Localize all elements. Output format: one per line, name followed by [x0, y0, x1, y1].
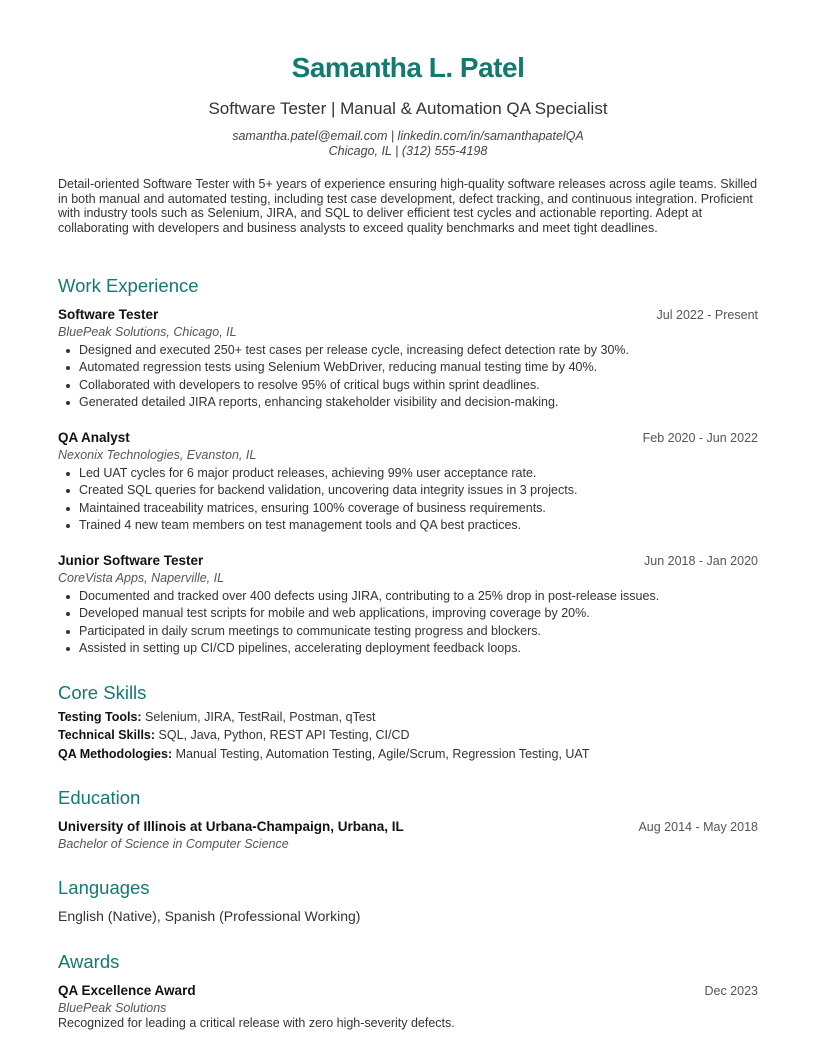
skill-value: SQL, Java, Python, REST API Testing, CI/CD: [155, 728, 410, 742]
job-company: CoreVista Apps, Naperville, IL: [58, 571, 225, 585]
skill-label: QA Methodologies:: [58, 747, 173, 761]
list-item: Maintained traceability matrices, ensuring 100% coverage of business requirements.: [79, 500, 759, 517]
job-title: Junior Software Tester: [58, 553, 204, 568]
contact-email-linkedin: samantha.patel@email.com | linkedin.com/in/samanthapatelQA: [232, 129, 584, 143]
list-item: Documented and tracked over 400 defects using JIRA, contributing to a 25% drop in post-release issues.: [79, 588, 759, 605]
award-organization: BluePeak Solutions: [58, 1001, 167, 1015]
skill-row: [58, 728, 410, 742]
section-title-education: Education: [58, 787, 141, 808]
job-dates: Jul 2022 - Present: [656, 308, 758, 322]
list-item: Created SQL queries for backend validation, uncovering data integrity issues in 3 projects.: [79, 482, 759, 499]
professional-summary: Detail-oriented Software Tester with 5+ years of experience ensuring high-quality software releases across agile teams. Skilled in both manual and automated testing, including test case development, defect tracking, and continuous integration. Proficient with industry tools such as Selenium, JIRA, and SQL to deliver efficient test cycles and actionable reporting. Adept at collaborating with developers and business analysts to exceed quality benchmarks and meet tight deadlines.: [58, 177, 758, 235]
job-bullets: [58, 588, 759, 657]
skill-value: Selenium, JIRA, TestRail, Postman, qTest: [141, 710, 376, 724]
education-dates: Aug 2014 - May 2018: [638, 820, 758, 834]
award-title: QA Excellence Award: [58, 983, 196, 998]
candidate-headline: Software Tester | Manual & Automation QA Specialist: [208, 99, 608, 118]
section-title-languages: Languages: [58, 877, 150, 898]
award-description: Recognized for leading a critical release with zero high-severity defects.: [58, 1016, 455, 1030]
skill-row: [58, 747, 589, 761]
list-item: Developed manual test scripts for mobile and web applications, improving coverage by 20%.: [79, 605, 759, 622]
list-item: Designed and executed 250+ test cases per release cycle, increasing defect detection rate by 30%.: [79, 342, 759, 359]
list-item: Collaborated with developers to resolve 95% of critical bugs within sprint deadlines.: [79, 377, 759, 394]
list-item: Led UAT cycles for 6 major product releases, achieving 99% user acceptance rate.: [79, 465, 759, 482]
school-name: University of Illinois at Urbana-Champaign, Urbana, IL: [58, 819, 404, 834]
job-dates: Jun 2018 - Jan 2020: [644, 554, 758, 568]
job-title: QA Analyst: [58, 430, 130, 445]
list-item: Trained 4 new team members on test management tools and QA best practices.: [79, 517, 759, 534]
skill-row: [58, 710, 375, 724]
candidate-name: Samantha L. Patel: [291, 52, 525, 83]
skill-label: Testing Tools:: [58, 710, 142, 724]
list-item: Participated in daily scrum meetings to communicate testing progress and blockers.: [79, 623, 759, 640]
list-item: Generated detailed JIRA reports, enhancing stakeholder visibility and decision-making.: [79, 394, 759, 411]
job-company: BluePeak Solutions, Chicago, IL: [58, 325, 237, 339]
skill-value: Manual Testing, Automation Testing, Agile/Scrum, Regression Testing, UAT: [172, 747, 590, 761]
award-date: Dec 2023: [704, 984, 758, 998]
job-bullets: [58, 342, 759, 411]
job-dates: Feb 2020 - Jun 2022: [642, 431, 758, 445]
job-company: Nexonix Technologies, Evanston, IL: [58, 448, 257, 462]
contact-location-phone: Chicago, IL | (312) 555-4198: [328, 144, 488, 158]
section-title-awards: Awards: [58, 951, 120, 972]
list-item: Automated regression tests using Selenium WebDriver, reducing manual testing time by 40%.: [79, 359, 759, 376]
section-title-skills: Core Skills: [58, 682, 147, 703]
job-bullets: [58, 465, 759, 534]
job-title: Software Tester: [58, 307, 159, 322]
section-title-experience: Work Experience: [58, 275, 199, 296]
skill-label: Technical Skills:: [58, 728, 156, 742]
list-item: Assisted in setting up CI/CD pipelines, accelerating deployment feedback loops.: [79, 640, 759, 657]
degree: Bachelor of Science in Computer Science: [58, 837, 289, 851]
languages-list: English (Native), Spanish (Professional Working): [58, 908, 361, 924]
